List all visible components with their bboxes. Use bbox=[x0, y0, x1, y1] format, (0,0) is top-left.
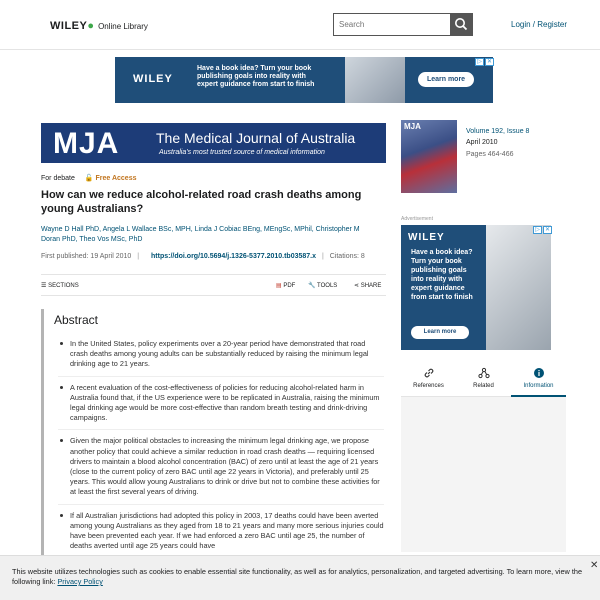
site-header bbox=[0, 0, 600, 50]
cover-label: MJA bbox=[404, 122, 421, 131]
tab-information[interactable]: Information bbox=[511, 363, 566, 397]
lock-icon: 🔓 bbox=[84, 175, 94, 182]
privacy-policy-link[interactable]: Privacy Policy bbox=[57, 577, 103, 586]
pdf-button[interactable]: ▤ PDF bbox=[276, 283, 296, 289]
abstract-section bbox=[41, 309, 386, 569]
ad-text: Have a book idea? Turn your book publishing goals into reality with expert guidance from start to finish bbox=[197, 65, 315, 88]
search-icon bbox=[454, 17, 468, 31]
abstract-heading: Abstract bbox=[54, 313, 99, 327]
first-published-date: 19 April 2010 bbox=[90, 253, 132, 260]
abstract-item: If all Australian jurisdictions had adopted this policy in 2003, 17 deaths could have been averted among young Australians as they aged from 18 to 21 years and many more serious injuries could have been prevented each year. If we had enforced a zero BAC until age 25, the number of deaths averted until age 25 years could have bbox=[58, 511, 384, 559]
search-button[interactable] bbox=[450, 14, 472, 35]
ad-choices-icon[interactable]: ▷ bbox=[475, 58, 484, 66]
wrench-icon: 🔧 bbox=[308, 283, 316, 289]
journal-abbr: MJA bbox=[53, 127, 120, 160]
side-ad-choices-icon[interactable]: ▷ bbox=[533, 226, 542, 234]
cookie-text: This website utilizes technologies such as cookies to enable essential site functionality, as well as for analytics, personalization, and targeted advertising. To learn more, view the following link: Privacy Policy bbox=[12, 567, 583, 586]
share-button[interactable]: ⋖ SHARE bbox=[354, 283, 382, 289]
information-panel bbox=[401, 397, 566, 552]
tab-references[interactable]: References bbox=[401, 363, 456, 397]
issue-volume-link[interactable]: Volume 192, Issue 8 bbox=[466, 128, 530, 135]
author-list[interactable]: Wayne D Hall PhD, Angela L Wallace BSc, MPH, Linda J Cobiac BEng, MEngSc, MPhil, Christopher M Doran PhD, Theo Vos MSc, PhD bbox=[41, 226, 360, 243]
side-ad-photo bbox=[486, 225, 551, 350]
article-meta bbox=[41, 174, 136, 182]
tools-button[interactable]: 🔧 TOOLS bbox=[308, 283, 338, 289]
search-box bbox=[333, 13, 473, 36]
doi-link[interactable]: https://doi.org/10.5694/j.1326-5377.2010.tb03587.x bbox=[151, 253, 317, 260]
abstract-list bbox=[58, 339, 384, 564]
citations-count[interactable]: Citations: 8 bbox=[329, 253, 365, 260]
link-icon bbox=[423, 367, 435, 379]
first-published-label: First published: bbox=[41, 253, 89, 260]
issue-pages: Pages 464-466 bbox=[466, 151, 514, 158]
ad-learn-more-button[interactable]: Learn more bbox=[418, 72, 474, 87]
pdf-icon: ▤ bbox=[276, 283, 282, 289]
article-title: How can we reduce alcohol-related road crash deaths among young Australians? bbox=[41, 189, 362, 215]
info-icon bbox=[533, 367, 545, 379]
abstract-item: In the United States, policy experiments over a 20-year period have demonstrated that road crash deaths among young adults can be substantially reduced by raising the minimum legal drinking age to 21 years. bbox=[58, 339, 384, 377]
side-ad-brand: WILEY bbox=[408, 232, 445, 243]
publication-info: First published: 19 April 2010 | https://doi.org/10.5694/j.1326-5377.2010.tb03587.x | Citations: 8 bbox=[41, 253, 365, 260]
ad-brand: WILEY bbox=[123, 57, 185, 103]
ad-photo bbox=[345, 57, 405, 103]
tab-related[interactable]: Related bbox=[456, 363, 511, 397]
logo-subtext: Online Library bbox=[98, 22, 148, 31]
issue-date: April 2010 bbox=[466, 139, 498, 146]
top-advertisement[interactable] bbox=[115, 57, 493, 103]
side-ad-text: Have a book idea? Turn your book publishing goals into reality with expert guidance from start to finish bbox=[411, 249, 473, 301]
abstract-item: Given the major political obstacles to increasing the minimum legal drinking age, we propose another policy that could achieve a similar reduction in road crash deaths — requiring licensed drivers to maintain a blood alcohol concentration (BAC) of zero until at least the age of 21 years (close to the current policy of zero BAC until age 22 years in Victoria), and preferably until 25 years. This would allow young Australians to drink or drive but not to combine these activities for at least the first several years of driving. bbox=[58, 436, 384, 504]
logo-text: WILEY bbox=[50, 20, 88, 32]
network-icon bbox=[478, 367, 490, 379]
ad-close-icon[interactable]: ✕ bbox=[486, 59, 493, 65]
share-icon: ⋖ bbox=[354, 283, 360, 289]
sections-button[interactable]: ☰ SECTIONS bbox=[41, 283, 79, 289]
side-tabs bbox=[401, 363, 566, 397]
cookie-close-icon[interactable]: ✕ bbox=[590, 560, 599, 571]
issue-cover[interactable] bbox=[401, 120, 457, 193]
list-icon: ☰ bbox=[41, 283, 47, 289]
side-ad-learn-more-button[interactable]: Learn more bbox=[411, 326, 469, 339]
free-access-badge: 🔓 Free Access bbox=[84, 175, 137, 182]
journal-name: The Medical Journal of Australia bbox=[156, 130, 356, 146]
side-ad-close-icon[interactable]: ✕ bbox=[544, 227, 551, 233]
journal-tagline: Australia's most trusted source of medical information bbox=[159, 149, 325, 156]
abstract-item: A recent evaluation of the cost-effectiveness of policies for reducing alcohol-related harm in Australia found that, if the US experience were to be replicated in Australia, raising the minimum legal drinking age would be more cost-effective than random breath testing and drink-driving campaigns. bbox=[58, 383, 384, 431]
wiley-logo[interactable]: WILEY● Online Library bbox=[50, 20, 148, 32]
side-advertisement[interactable] bbox=[401, 225, 551, 350]
article-toolbar bbox=[41, 274, 386, 296]
journal-banner[interactable] bbox=[41, 123, 386, 163]
login-register-link[interactable]: Login / Register bbox=[511, 20, 568, 29]
cookie-banner bbox=[0, 555, 600, 600]
article-section: For debate bbox=[41, 175, 75, 182]
side-ad-label: Advertisement bbox=[401, 216, 433, 222]
search-input[interactable] bbox=[334, 14, 451, 35]
